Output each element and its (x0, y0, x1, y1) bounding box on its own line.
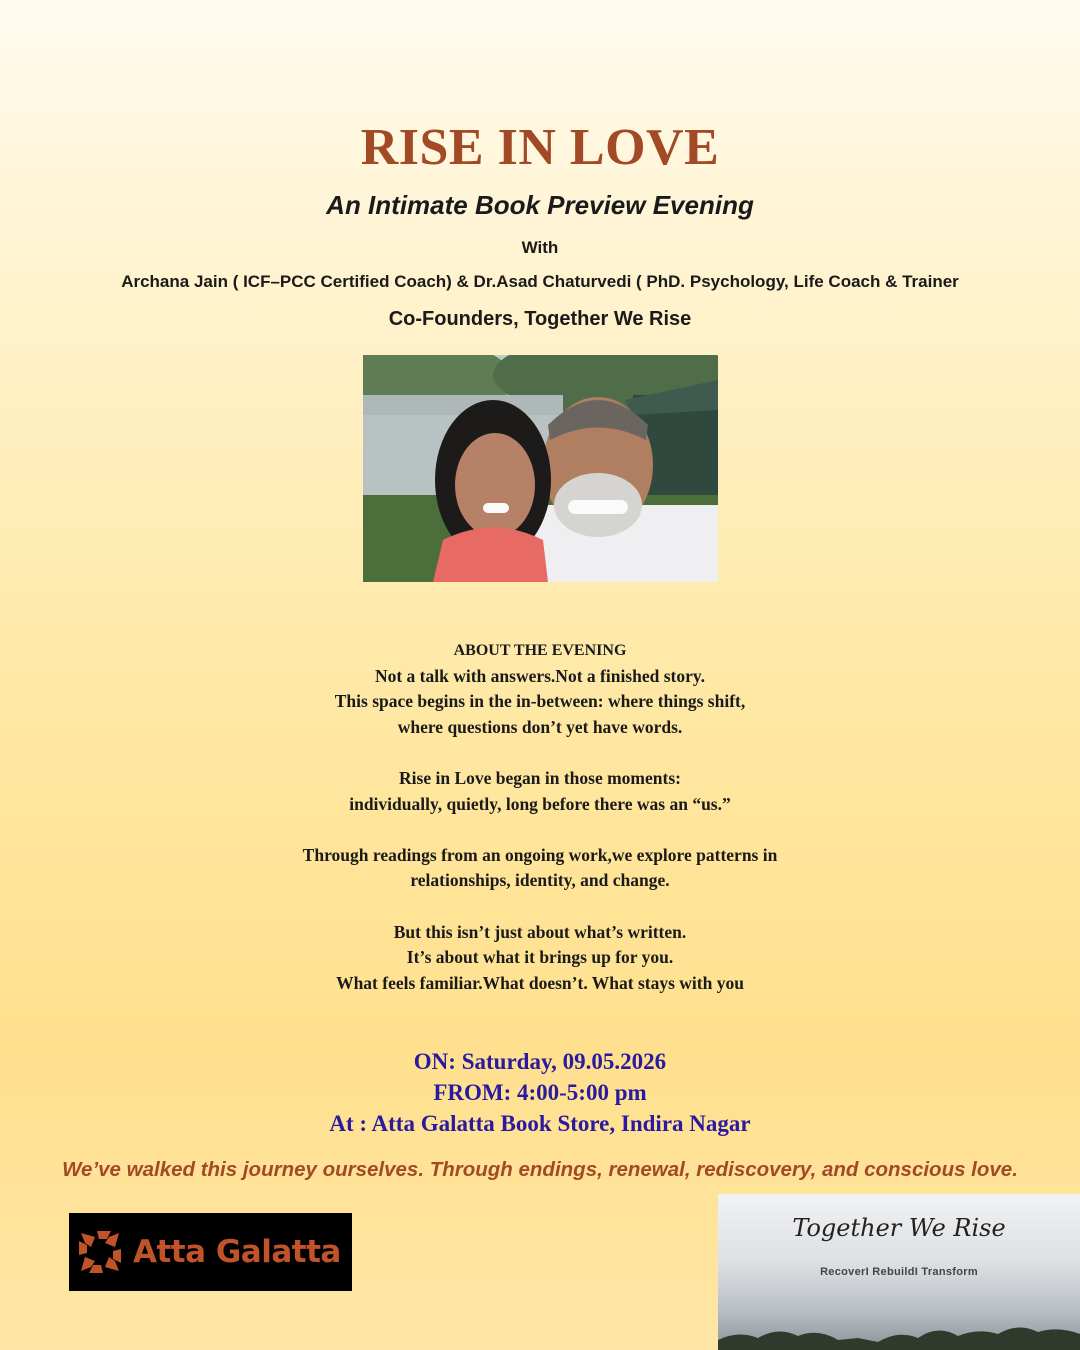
atta-galatta-wordmark: Atta Galatta (133, 1234, 341, 1270)
about-line: What feels familiar.What doesn’t. What stays with you (336, 972, 744, 993)
event-time: FROM: 4:00-5:00 pm (433, 1080, 647, 1105)
treeline-silhouette-icon (718, 1300, 1080, 1350)
together-we-rise-tagline: RecoverI RebuildI Transform (820, 1266, 978, 1278)
about-line: Rise in Love began in those moments: (399, 767, 681, 788)
cofounders-line: Co-Founders, Together We Rise (388, 308, 692, 330)
hosts-photo (363, 355, 718, 582)
event-venue: At : Atta Galatta Book Store, Indira Nagar (329, 1111, 751, 1136)
about-line: But this isn’t just about what’s written. (393, 921, 687, 942)
event-subtitle: An Intimate Book Preview Evening (326, 190, 754, 220)
together-we-rise-logo (718, 1194, 1080, 1350)
about-line: individually, quietly, long before there was an “us.” (349, 793, 731, 814)
about-line: It’s about what it brings up for you. (406, 947, 674, 968)
about-line: relationships, identity, and change. (410, 870, 670, 891)
about-line: where questions don’t yet have words. (397, 716, 683, 737)
event-title: RISE IN LOVE (360, 119, 720, 176)
event-date: ON: Saturday, 09.05.2026 (413, 1049, 667, 1074)
atta-galatta-logo (69, 1213, 352, 1291)
about-line: This space begins in the in-between: where things shift, (334, 691, 746, 712)
with-label: With (521, 238, 559, 257)
event-details (0, 1046, 1080, 1139)
tagline: We’ve walked this journey ourselves. Through endings, renewal, rediscovery, and conscious love. (62, 1158, 1018, 1181)
about-line: Through readings from an ongoing work,we explore patterns in (302, 844, 778, 865)
about-heading: ABOUT THE EVENING (453, 642, 627, 659)
about-line: Not a talk with answers.Not a finished story. (374, 665, 706, 686)
hosts-line: Archana Jain ( ICF–PCC Certified Coach) & Dr.Asad Chaturvedi ( PhD. Psychology, Life Coach & Trainer (121, 272, 959, 291)
atta-galatta-mark-icon (77, 1229, 123, 1275)
together-we-rise-wordmark: Together We Rise (792, 1214, 1006, 1242)
about-section (0, 638, 1080, 996)
